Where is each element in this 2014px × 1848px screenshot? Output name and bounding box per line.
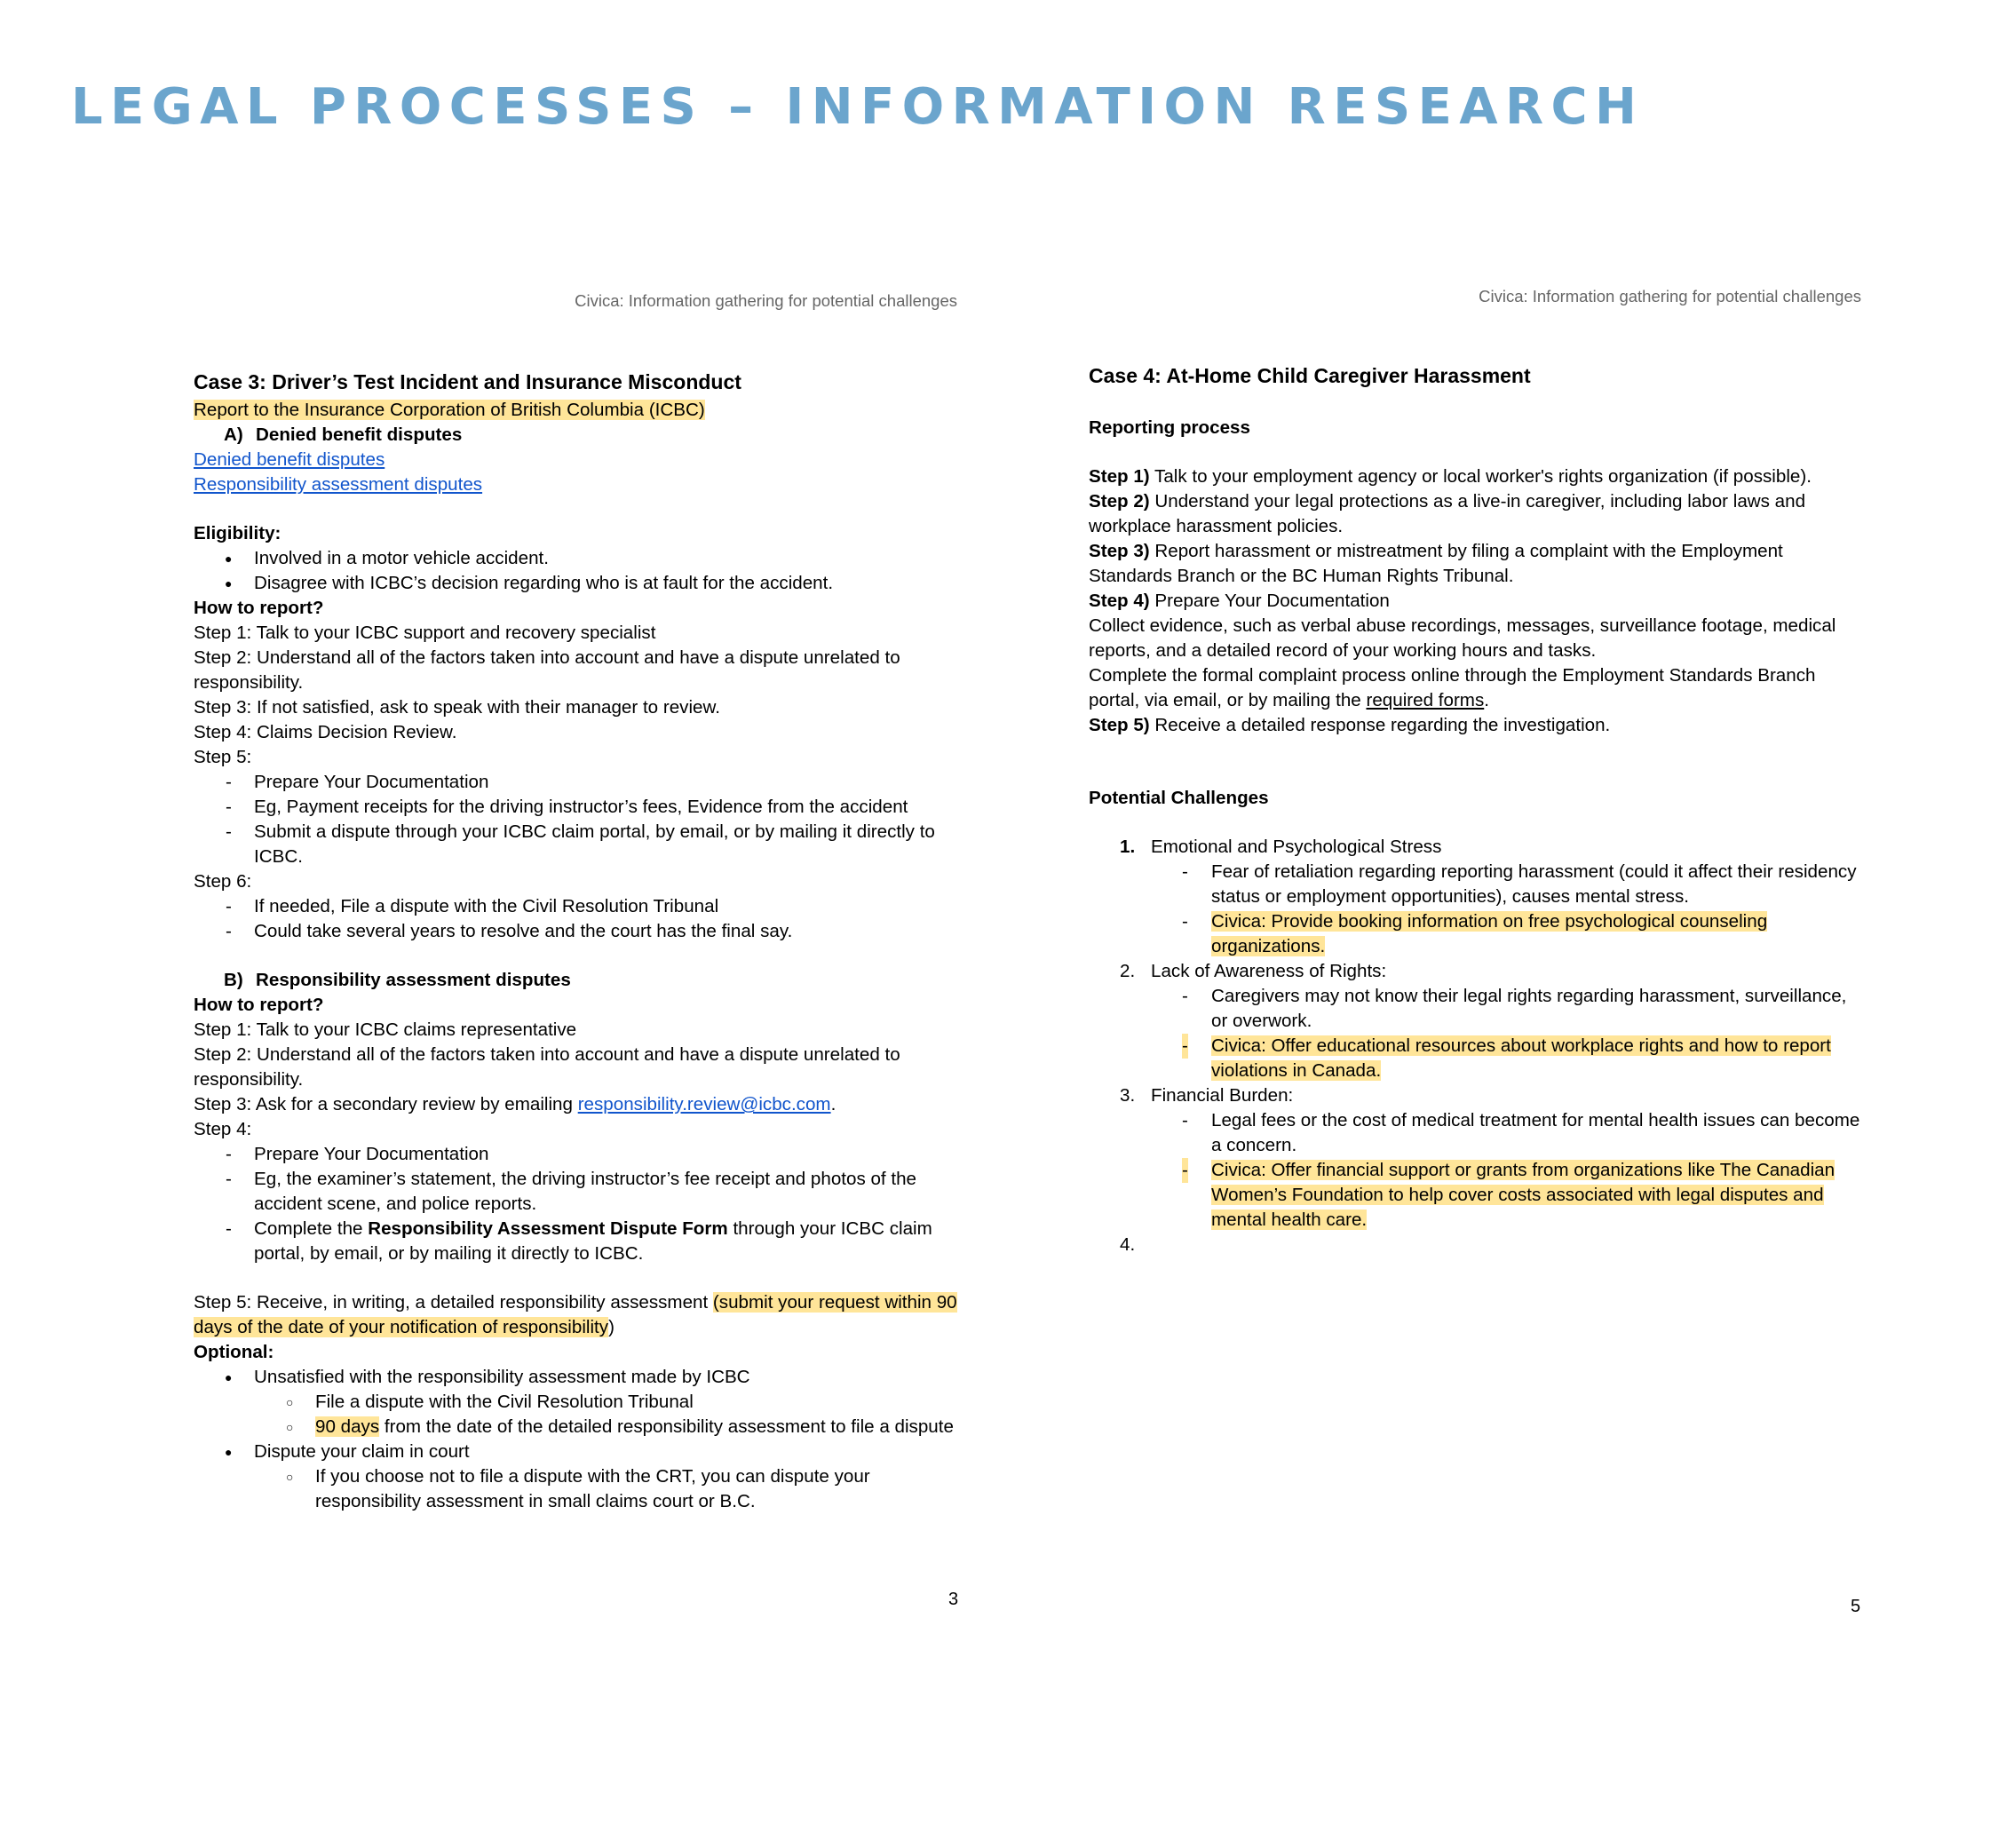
step-5-deadline-highlight: (submit your request within 90 days of the date of your notification of responsibility: [194, 1292, 957, 1337]
report-to-icbc: Report to the Insurance Corporation of British Columbia (ICBC): [194, 400, 705, 420]
list-item: ○ If you choose not to file a dispute with the CRT, you can dispute your responsibility assessment in small claims court or B.C.: [194, 1464, 957, 1514]
step-6: Step 6:: [194, 871, 252, 892]
list-item: - Eg, Payment receipts for the driving instructor’s fees, Evidence from the accident: [194, 795, 957, 820]
list-item: - Caregivers may not know their legal rights regarding harassment, surveillance, or overwork.: [1089, 984, 1861, 1034]
section-b-letter: B): [224, 970, 243, 990]
step-text: Talk to your employment agency or local worker's rights organization (if possible).: [1149, 466, 1812, 487]
section-b-heading: [194, 968, 957, 993]
challenge-number: 3.: [1120, 1085, 1136, 1106]
list-item: ○ File a dispute with the Civil Resolution Tribunal: [194, 1390, 957, 1415]
list-item: ● Dispute your claim in court: [194, 1440, 957, 1464]
step-5: Step 5:: [194, 747, 252, 767]
list-item: ● Involved in a motor vehicle accident.: [194, 546, 957, 571]
challenge-title: Emotional and Psychological Stress: [1151, 837, 1442, 857]
challenge-number: 1.: [1120, 837, 1136, 857]
step-4: [1089, 589, 1861, 614]
responsibility-review-email-link[interactable]: responsibility.review@icbc.com: [577, 1094, 831, 1114]
civica-solution: [1089, 909, 1861, 959]
ninety-days-highlight: 90 days: [315, 1416, 380, 1437]
list-item-text: from the date of the detailed responsibility assessment to file a dispute: [379, 1416, 954, 1437]
list-item: ● Unsatisfied with the responsibility assessment made by ICBC: [194, 1365, 957, 1390]
step-2: Step 2: Understand all of the factors taken into account and have a dispute unrelated to responsibility.: [194, 1044, 900, 1090]
list-item: - Fear of retaliation regarding reporting harassment (could it affect their residency status or employment opportunities), causes mental stress.: [1089, 860, 1861, 909]
challenge-number: 4.: [1120, 1234, 1136, 1255]
step-5-close-paren: ): [608, 1317, 615, 1337]
list-item: ● Disagree with ICBC’s decision regarding who is at fault for the accident.: [194, 571, 957, 596]
dispute-form-name: Responsibility Assessment Dispute Form: [368, 1218, 728, 1239]
list-item: - Eg, the examiner’s statement, the driving instructor’s fee receipt and photos of the accident scene, and police reports.: [194, 1167, 957, 1217]
list-item: - Prepare Your Documentation: [194, 1142, 957, 1167]
step-2: Step 2: Understand all of the factors taken into account and have a dispute unrelated to responsibility.: [194, 647, 900, 693]
civica-highlight: Civica: Provide booking information on free psychological counseling organizations.: [1211, 911, 1768, 956]
page-number: 3: [948, 1590, 959, 1609]
page-header: Civica: Information gathering for potential challenges: [1479, 287, 1861, 305]
page-number: 5: [1851, 1597, 1861, 1616]
list-item: - Submit a dispute through your ICBC claim portal, by email, or by mailing it directly to ICBC.: [194, 820, 957, 869]
optional-label: Optional:: [194, 1342, 274, 1362]
how-to-report-label: How to report?: [194, 598, 324, 618]
step-5: [194, 1290, 957, 1340]
section-a-heading: [194, 423, 957, 448]
challenge-4: [1089, 1233, 1861, 1257]
section-b-title: Responsibility assessment disputes: [256, 970, 571, 990]
page-3: [194, 289, 957, 1514]
reporting-process-heading: Reporting process: [1089, 417, 1250, 438]
section-a-title: Denied benefit disputes: [256, 424, 463, 445]
step-3-period: .: [830, 1094, 837, 1114]
challenge-1: [1089, 835, 1861, 860]
step-1: Step 1: Talk to your ICBC support and recovery specialist: [194, 623, 656, 643]
how-to-report-label: How to report?: [194, 995, 324, 1015]
challenge-title: Financial Burden:: [1151, 1085, 1294, 1106]
step-text: Prepare Your Documentation: [1149, 591, 1390, 611]
page-5: [1089, 284, 1861, 1257]
civica-highlight: Civica: Offer educational resources about workplace rights and how to report violations in Canada.: [1211, 1035, 1831, 1081]
challenge-3: [1089, 1083, 1861, 1108]
step-3: Step 3: If not satisfied, ask to speak with their manager to review.: [194, 697, 720, 718]
section-a-letter: A): [224, 424, 243, 445]
step-3-text: Step 3: Ask for a secondary review by emailing: [194, 1094, 578, 1114]
step-5-text: Step 5: Receive, in writing, a detailed responsibility assessment: [194, 1292, 713, 1313]
list-item: [194, 1217, 957, 1266]
civica-solution: [1089, 1034, 1861, 1083]
step-text: Report harassment or mistreatment by filing a complaint with the Employment Standards Branch or the BC Human Rights Tribunal.: [1089, 541, 1783, 586]
challenge-title: Lack of Awareness of Rights:: [1151, 961, 1387, 981]
step-1: [1089, 464, 1861, 489]
step-1: Step 1: Talk to your ICBC claims representative: [194, 1019, 577, 1040]
form-text-post: through your ICBC claim portal, by email, or by mailing it directly to ICBC.: [254, 1218, 932, 1264]
step-label: Step 5): [1089, 715, 1150, 735]
step-4: Step 4: Claims Decision Review.: [194, 722, 457, 742]
responsibility-assessment-disputes-link[interactable]: Responsibility assessment disputes: [194, 474, 483, 495]
case-3-title: Case 3: Driver’s Test Incident and Insurance Misconduct: [194, 370, 741, 393]
complete-text-post: .: [1484, 690, 1489, 710]
step-4: Step 4:: [194, 1119, 252, 1139]
potential-challenges-heading: Potential Challenges: [1089, 788, 1269, 808]
list-item: - Prepare Your Documentation: [194, 770, 957, 795]
list-item: - Could take several years to resolve and the court has the final say.: [194, 919, 957, 944]
list-item: - If needed, File a dispute with the Civil Resolution Tribunal: [194, 894, 957, 919]
required-forms-link[interactable]: required forms: [1366, 690, 1485, 710]
complete-text-pre: Complete the formal complaint process online through the Employment Standards Branch portal, via email, or by mailing the: [1089, 665, 1816, 710]
collect-evidence-text: Collect evidence, such as verbal abuse recordings, messages, surveillance footage, medical reports, and a detailed record of your working hours and tasks.: [1089, 615, 1836, 661]
step-2: [1089, 489, 1861, 539]
step-3: [194, 1092, 957, 1117]
step-3: [1089, 539, 1861, 589]
list-item: [194, 1415, 957, 1440]
step-label: Step 3): [1089, 541, 1150, 561]
form-text-pre: Complete the: [254, 1218, 369, 1239]
step-label: Step 1): [1089, 466, 1150, 487]
denied-benefit-disputes-link[interactable]: Denied benefit disputes: [194, 449, 385, 470]
slide-title: LEGAL PROCESSES – INFORMATION RESEARCH: [71, 78, 1645, 136]
page-header: Civica: Information gathering for potential challenges: [575, 291, 957, 310]
step-5: [1089, 713, 1861, 738]
civica-solution: [1089, 1158, 1861, 1233]
step-label: Step 4): [1089, 591, 1150, 611]
complete-process-text: [1089, 663, 1861, 713]
step-label: Step 2): [1089, 491, 1150, 512]
challenge-number: 2.: [1120, 961, 1136, 981]
step-text: Receive a detailed response regarding the investigation.: [1149, 715, 1611, 735]
challenge-2: [1089, 959, 1861, 984]
step-text: Understand your legal protections as a live-in caregiver, including labor laws and workplace harassment policies.: [1089, 491, 1806, 536]
case-4-title: Case 4: At-Home Child Caregiver Harassment: [1089, 364, 1531, 387]
list-item: - Legal fees or the cost of medical treatment for mental health issues can become a concern.: [1089, 1108, 1861, 1158]
eligibility-label: Eligibility:: [194, 523, 281, 543]
civica-highlight: Civica: Offer financial support or grants from organizations like The Canadian Women’s Foundation to help cover costs associated with legal disputes and mental health care.: [1211, 1160, 1836, 1230]
